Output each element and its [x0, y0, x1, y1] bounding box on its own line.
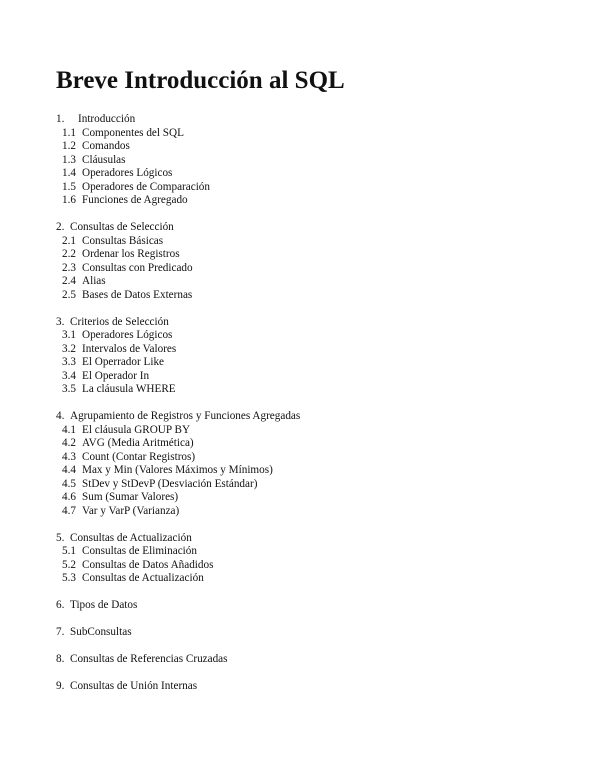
item-number: 2.2 — [62, 248, 76, 260]
item-number: 4.5 — [62, 477, 76, 490]
section-label: Consultas de Actualización — [70, 531, 192, 544]
item-number: 4.1 — [62, 423, 76, 436]
toc-section-heading[interactable] — [56, 221, 556, 235]
section-label: Consultas de Selección — [70, 221, 174, 233]
toc-section-8 — [56, 653, 556, 667]
toc-item[interactable] — [56, 424, 556, 438]
toc-section-2 — [56, 221, 556, 302]
item-number: 2.3 — [62, 261, 76, 274]
toc-item[interactable] — [56, 545, 556, 559]
item-label: Operadores Lógicos — [82, 167, 173, 179]
item-label: StDev y StDevP (Desviación Estándar) — [82, 477, 258, 490]
item-label: El Operrador Like — [82, 356, 165, 368]
toc-section-heading[interactable] — [56, 626, 556, 640]
item-label: Funciones de Agregado — [82, 194, 188, 206]
toc-item[interactable] — [56, 370, 556, 384]
item-number: 5.1 — [62, 545, 76, 557]
item-label: Count (Contar Registros) — [82, 450, 196, 463]
item-number: 4.4 — [62, 464, 76, 476]
item-number: 4.6 — [62, 491, 76, 503]
item-label: El Operador In — [82, 369, 150, 382]
toc-section-3 — [56, 316, 556, 397]
item-number: 3.5 — [62, 383, 76, 395]
item-number: 4.3 — [62, 450, 76, 463]
section-number: 8. — [56, 653, 65, 665]
table-of-contents — [56, 113, 556, 707]
item-number: 4.7 — [62, 504, 76, 517]
section-number: 1. — [56, 113, 65, 125]
page-title: Breve Introducción al SQL — [56, 67, 345, 94]
toc-item[interactable] — [56, 262, 556, 276]
section-number: 5. — [56, 531, 65, 544]
item-label: Operadores Lógicos — [82, 329, 173, 341]
section-label: SubConsultas — [70, 626, 132, 638]
section-number: 9. — [56, 680, 65, 692]
toc-item[interactable] — [56, 235, 556, 249]
toc-item[interactable] — [56, 329, 556, 343]
toc-section-5 — [56, 532, 556, 586]
section-label: Criterios de Selección — [70, 315, 169, 328]
section-number: 7. — [56, 626, 65, 638]
toc-item[interactable] — [56, 572, 556, 586]
toc-section-heading[interactable] — [56, 680, 556, 694]
item-number: 2.1 — [62, 234, 76, 247]
toc-item[interactable] — [56, 505, 556, 519]
item-label: El cláusula GROUP BY — [82, 423, 191, 436]
toc-section-1 — [56, 113, 556, 208]
item-label: Ordenar los Registros — [82, 248, 180, 260]
item-label: Operadores de Comparación — [82, 180, 210, 193]
toc-item[interactable] — [56, 289, 556, 303]
toc-item[interactable] — [56, 194, 556, 208]
item-number: 4.2 — [62, 437, 76, 449]
toc-section-4 — [56, 410, 556, 518]
item-label: Comandos — [82, 140, 130, 152]
toc-item[interactable] — [56, 559, 556, 573]
item-label: Consultas con Predicado — [82, 261, 193, 274]
item-number: 3.3 — [62, 356, 76, 368]
toc-item[interactable] — [56, 491, 556, 505]
section-number: 4. — [56, 410, 65, 422]
toc-item[interactable] — [56, 464, 556, 478]
toc-section-heading[interactable] — [56, 599, 556, 613]
item-number: 3.1 — [62, 329, 76, 341]
item-number: 5.3 — [62, 572, 76, 584]
item-label: Intervalos de Valores — [82, 342, 177, 355]
item-label: Componentes del SQL — [82, 126, 184, 139]
item-number: 1.3 — [62, 153, 76, 166]
item-label: Consultas de Actualización — [82, 572, 204, 584]
toc-section-heading[interactable] — [56, 316, 556, 330]
item-number: 1.6 — [62, 194, 76, 206]
toc-item[interactable] — [56, 248, 556, 262]
item-label: Max y Min (Valores Máximos y Mínimos) — [82, 464, 273, 476]
item-number: 2.5 — [62, 288, 76, 301]
section-label: Introducción — [78, 113, 136, 125]
item-label: Var y VarP (Varianza) — [82, 504, 180, 517]
item-number: 1.5 — [62, 180, 76, 193]
item-label: Consultas de Datos Añadidos — [82, 558, 214, 571]
toc-item[interactable] — [56, 275, 556, 289]
section-label: Tipos de Datos — [70, 599, 138, 611]
item-number: 5.2 — [62, 558, 76, 571]
toc-item[interactable] — [56, 167, 556, 181]
section-number: 2. — [56, 221, 65, 233]
item-label: Cláusulas — [82, 153, 126, 166]
item-number: 2.4 — [62, 275, 76, 287]
section-number: 3. — [56, 315, 65, 328]
section-number: 6. — [56, 599, 65, 611]
toc-section-7 — [56, 626, 556, 640]
item-number: 1.4 — [62, 167, 76, 179]
toc-item[interactable] — [56, 437, 556, 451]
toc-item[interactable] — [56, 140, 556, 154]
section-label: Agrupamiento de Registros y Funciones Agregadas — [70, 410, 301, 422]
toc-item[interactable] — [56, 154, 556, 168]
item-label: AVG (Media Aritmética) — [82, 437, 194, 449]
item-label: Consultas de Eliminación — [82, 545, 197, 557]
toc-section-heading[interactable] — [56, 532, 556, 546]
section-label: Consultas de Unión Internas — [70, 680, 198, 692]
item-label: Bases de Datos Externas — [82, 288, 193, 301]
item-number: 1.2 — [62, 140, 76, 152]
toc-section-9 — [56, 680, 556, 694]
toc-item[interactable] — [56, 383, 556, 397]
toc-item[interactable] — [56, 451, 556, 465]
item-number: 3.4 — [62, 369, 76, 382]
toc-section-heading[interactable] — [56, 653, 556, 667]
item-number: 3.2 — [62, 342, 76, 355]
toc-item[interactable] — [56, 356, 556, 370]
toc-item[interactable] — [56, 181, 556, 195]
section-label: Consultas de Referencias Cruzadas — [70, 653, 228, 665]
toc-section-heading[interactable] — [56, 410, 556, 424]
toc-item[interactable] — [56, 343, 556, 357]
item-label: Alias — [82, 275, 106, 287]
item-label: Sum (Sumar Valores) — [82, 491, 179, 503]
toc-item[interactable] — [56, 127, 556, 141]
item-label: Consultas Básicas — [82, 234, 164, 247]
toc-section-6 — [56, 599, 556, 613]
toc-item[interactable] — [56, 478, 556, 492]
item-number: 1.1 — [62, 126, 76, 139]
toc-section-heading[interactable] — [56, 113, 556, 127]
item-label: La cláusula WHERE — [82, 383, 176, 395]
